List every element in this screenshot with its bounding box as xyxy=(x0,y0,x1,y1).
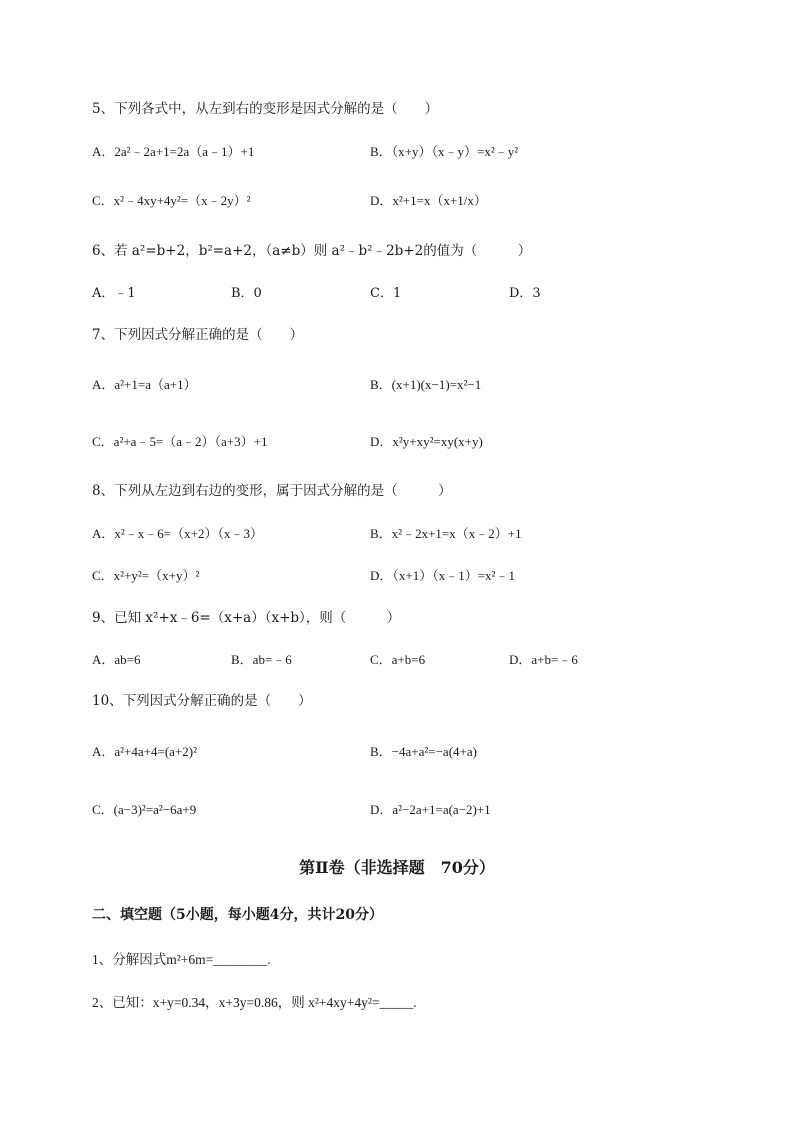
question-5-option-b: B．（x+y）（x﹣y）=x²﹣y² xyxy=(370,144,519,159)
question-6-option-a: A．﹣1 xyxy=(92,286,136,301)
question-5-stem: 5、下列各式中，从左到右的变形是因式分解的是（ ） xyxy=(92,101,439,117)
question-6-option-c: C．1 xyxy=(370,286,402,301)
question-9-option-c: C．a+b=6 xyxy=(370,652,426,667)
question-9-option-b: B．ab=﹣6 xyxy=(231,652,292,667)
question-5-option-a: A．2a²﹣2a+1=2a（a﹣1）+1 xyxy=(92,144,255,159)
section-title: 第Ⅱ卷（非选择题 70分） xyxy=(299,858,495,877)
question-8-option-b: B．x²﹣2x+1=x（x﹣2）+1 xyxy=(370,526,522,541)
question-7-option-b: B．(x+1)(x−1)=x²−1 xyxy=(370,377,482,392)
question-7-stem: 7、下列因式分解正确的是（ ） xyxy=(92,327,304,343)
question-10-option-b: B．−4a+a²=−a(4+a) xyxy=(370,744,477,759)
question-8-option-a: A．x²﹣x﹣6=（x+2）（x﹣3） xyxy=(92,526,263,541)
question-9-option-a: A．ab=6 xyxy=(92,652,141,667)
question-8-stem: 8、下列从左边到右边的变形，属于因式分解的是（ ） xyxy=(92,483,452,499)
question-10-option-d: D．a²−2a+1=a(a−2)+1 xyxy=(370,802,491,817)
question-5-option-c: C．x²﹣4xy+4y²=（x﹣2y）² xyxy=(92,193,251,208)
question-6-option-d: D．3 xyxy=(509,286,541,301)
question-7-option-c: C．a²+a﹣5=（a﹣2）（a+3）+1 xyxy=(92,434,268,449)
question-5-option-d: D．x²+1=x（x+1/x） xyxy=(370,193,487,208)
question-9-option-d: D．a+b=﹣6 xyxy=(509,652,578,667)
question-6-option-b: B．0 xyxy=(231,286,262,301)
section-subtitle: 二、填空题（5小题，每小题4分，共计20分） xyxy=(92,907,383,923)
question-10-stem: 10、下列因式分解正确的是（ ） xyxy=(92,693,312,709)
question-9-stem: 9、已知 x²+x﹣6=（x+a）（x+b），则（ ） xyxy=(92,610,401,626)
question-7-option-a: A．a²+1=a（a+1） xyxy=(92,377,197,392)
question-7-option-d: D．x²y+xy²=xy(x+y) xyxy=(370,434,483,449)
question-10-option-a: A．a²+4a+4=(a+2)² xyxy=(92,744,197,759)
question-10-option-c: C．(a−3)²=a²−6a+9 xyxy=(92,802,197,817)
question-6-stem: 6、若 a²=b+2，b²=a+2，（a≠b）则 a²﹣b²﹣2b+2的值为（ ） xyxy=(92,243,532,259)
fill-in-question-1: 1、分解因式m²+6m=________. xyxy=(92,952,271,967)
question-8-option-d: D．（x+1）（x﹣1）=x²﹣1 xyxy=(370,568,515,583)
question-8-option-c: C．x²+y²=（x+y）² xyxy=(92,568,200,583)
fill-in-question-2: 2、已知：x+y=0.34，x+3y=0.86，则 x²+4xy+4y²=_____. xyxy=(92,995,417,1010)
